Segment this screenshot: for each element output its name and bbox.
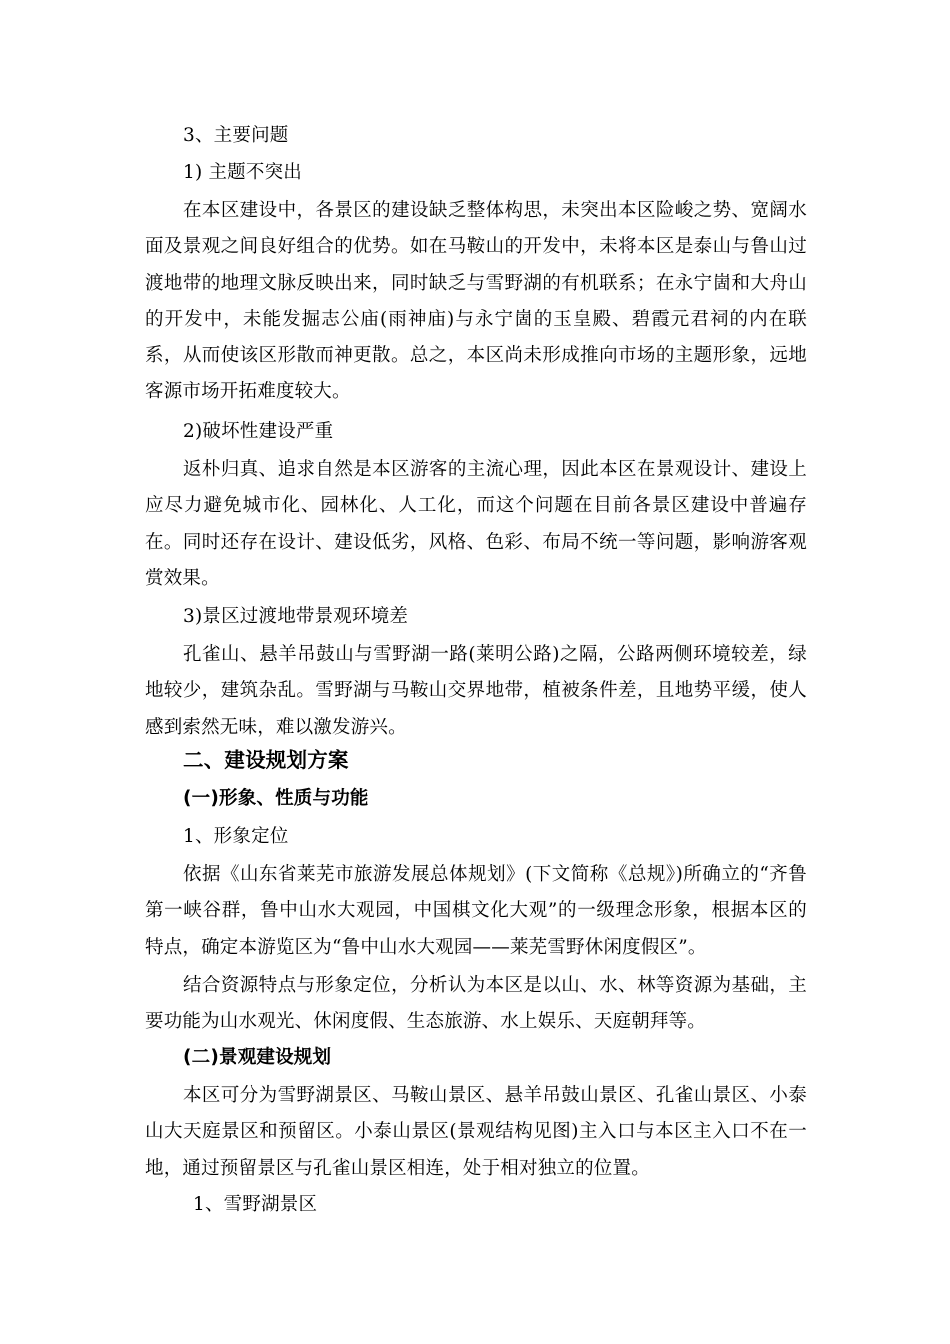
subheading-image-positioning: 1、形象定位 <box>183 826 289 847</box>
subheading-theme-not-prominent: 1) 主题不突出 <box>183 162 302 183</box>
part-heading-construction-plan: 二、建设规划方案 <box>183 748 349 772</box>
section-heading-image-nature-function: (一)形象、性质与功能 <box>183 788 369 809</box>
paragraph-resource-function: 结合资源特点与形象定位，分析认为本区是以山、水、林等资源为基础，主要功能为山水观光、休闲度假、生态旅游、水上娱乐、天庭朝拜等。 <box>145 975 807 1033</box>
paragraph-destructive-construction: 返朴归真、追求自然是本区游客的主流心理，因此本区在景观设计、建设上应尽力避免城市化、园林化、人工化，而这个问题在目前各景区建设中普遍存在。同时还存在设计、建设低劣，风格、色彩、布局不统一等问题，影响游客观赏效果。 <box>145 459 807 589</box>
paragraph-transition-zone: 孔雀山、悬羊吊鼓山与雪野湖一路(莱明公路)之隔，公路两侧环境较差，绿地较少，建筑杂乱。雪野湖与马鞍山交界地带，植被条件差，且地势平缓，使人感到索然无味，难以激发游兴。 <box>145 644 807 738</box>
subheading-transition-zone: 3)景区过渡地带景观环境差 <box>183 606 409 627</box>
section-heading-landscape-plan: (二)景观建设规划 <box>183 1047 332 1068</box>
subheading-xueye-lake-area: 1、雪野湖景区 <box>193 1194 318 1215</box>
paragraph-landscape-plan: 本区可分为雪野湖景区、马鞍山景区、悬羊吊鼓山景区、孔雀山景区、小泰山大天庭景区和预留区。小泰山景区(景观结构见图)主入口与本区主入口不在一地，通过预留景区与孔雀山景区相连，处于相对独立的位置。 <box>145 1085 807 1179</box>
paragraph-theme-not-prominent: 在本区建设中，各景区的建设缺乏整体构思，未突出本区险峻之势、宽阔水面及景观之间良好组合的优势。如在马鞍山的开发中，未将本区是泰山与鲁山过渡地带的地理文脉反映出来，同时缺乏与雪野湖的有机联系；在永宁崮和大舟山的开发中，未能发掘志公庙(雨神庙)与永宁崮的玉皇殿、碧霞元君祠的内在联系，从而使该区形散而神更散。总之，本区尚未形成推向市场的主题形象，远地客源市场开拓难度较大。 <box>145 200 807 403</box>
section-heading-main-problems: 3、主要问题 <box>183 125 289 146</box>
subheading-destructive-construction: 2)破坏性建设严重 <box>183 421 334 442</box>
paragraph-image-positioning: 依据《山东省莱芜市旅游发展总体规划》(下文简称《总规》)所确立的“齐鲁第一峡谷群，鲁中山水大观园，中国棋文化大观”的一级理念形象，根据本区的特点，确定本游览区为“鲁中山水大观园——莱芜雪野休闲度假区”。 <box>145 864 807 958</box>
